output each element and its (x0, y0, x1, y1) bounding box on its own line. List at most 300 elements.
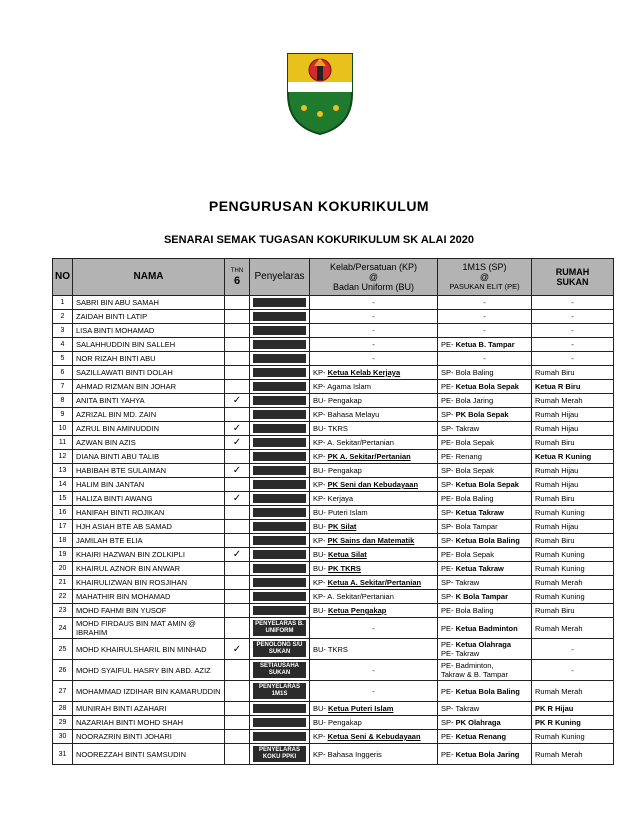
row-thn-check (225, 478, 250, 492)
row-kelab (310, 408, 438, 422)
row-no: 6 (53, 366, 73, 380)
row-name: HALIM BIN JANTAN (73, 478, 225, 492)
sukan-prefix: PE- (441, 340, 454, 349)
sukan-prefix: PE- (441, 749, 454, 759)
row-kelab (310, 604, 438, 618)
table-row (53, 681, 614, 702)
row-no: 10 (53, 422, 73, 436)
row-penyelaras (250, 296, 310, 310)
row-penyelaras (250, 520, 310, 534)
row-name: MUNIRAH BINTI AZAHARI (73, 702, 225, 716)
penyelaras-blank-bar (253, 536, 306, 545)
row-name: JAMILAH BTE ELIA (73, 534, 225, 548)
sukan-prefix: - (483, 326, 486, 335)
row-name: MOHD KHAIRULSHARIL BIN MINHAD (73, 639, 225, 660)
kelab-prefix: BU- (313, 396, 326, 405)
sukan-value: Bola Sepak (455, 550, 494, 559)
row-sukan (438, 324, 532, 338)
row-kelab (310, 660, 438, 681)
row-penyelaras (250, 730, 310, 744)
penyelaras-role-box: SETIAUSAHA SUKAN (253, 662, 306, 678)
row-name: HABIBAH BTE SULAIMAN (73, 464, 225, 478)
kelab-value: Pengakap (328, 466, 362, 475)
penyelaras-blank-bar (253, 704, 306, 713)
row-rumah: Rumah Merah (532, 576, 614, 590)
kelab-prefix: KP- (313, 592, 326, 601)
penyelaras-blank-bar (253, 466, 306, 475)
row-kelab (310, 296, 438, 310)
row-name: ANITA BINTI YAHYA (73, 394, 225, 408)
row-rumah: Rumah Biru (532, 604, 614, 618)
sukan-prefix: - (483, 298, 486, 307)
penyelaras-blank-bar (253, 354, 306, 363)
row-no: 23 (53, 604, 73, 618)
row-no: 13 (53, 464, 73, 478)
sukan-value-line2: PE- Takraw (441, 649, 480, 658)
row-penyelaras (250, 576, 310, 590)
row-kelab (310, 702, 438, 716)
sukan-value: Renang (455, 452, 482, 461)
row-kelab (310, 576, 438, 590)
row-no: 28 (53, 702, 73, 716)
row-penyelaras (250, 422, 310, 436)
row-kelab (310, 464, 438, 478)
row-rumah: - (532, 324, 614, 338)
penyelaras-blank-bar (253, 508, 306, 517)
row-penyelaras (250, 548, 310, 562)
header-kelab-line3: Badan Uniform (BU) (332, 282, 415, 292)
row-thn-check (225, 716, 250, 730)
row-name: NOOREZZAH BINTI SAMSUDIN (73, 744, 225, 765)
kelab-prefix: BU- (313, 718, 326, 727)
penyelaras-blank-bar (253, 438, 306, 447)
sukan-value: Bola Baling (455, 606, 494, 615)
row-kelab (310, 506, 438, 520)
row-rumah: Rumah Biru (532, 436, 614, 450)
table-row (53, 422, 614, 436)
kelab-value: PK TKRS (328, 564, 361, 573)
sukan-prefix: PE- (441, 686, 454, 696)
row-thn-check (225, 520, 250, 534)
row-thn-check (225, 310, 250, 324)
table-row (53, 576, 614, 590)
penyelaras-role-box: PENYELARAS 1M1S (253, 683, 306, 699)
row-penyelaras (250, 618, 310, 639)
kelab-value: A. Sekitar/Pertanian (327, 438, 394, 447)
row-rumah: - (532, 660, 614, 681)
sukan-prefix: SP- (441, 466, 454, 475)
penyelaras-blank-bar (253, 732, 306, 741)
row-rumah: Rumah Merah (532, 744, 614, 765)
kelab-prefix: KP- (313, 452, 326, 461)
row-rumah: Rumah Hijau (532, 408, 614, 422)
row-thn-check: ✓ (225, 436, 250, 450)
table-row (53, 450, 614, 464)
row-name: SABRI BIN ABU SAMAH (73, 296, 225, 310)
school-logo (280, 48, 360, 136)
sukan-value: Ketua Bola Jaring (455, 749, 520, 759)
row-kelab (310, 681, 438, 702)
row-penyelaras (250, 436, 310, 450)
kelab-value: Ketua Kelab Kerjaya (327, 368, 401, 377)
penyelaras-blank-bar (253, 452, 306, 461)
row-thn-check (225, 660, 250, 681)
row-name: MOHD FIRDAUS BIN MAT AMIN @ IBRAHIM (73, 618, 225, 639)
row-thn-check (225, 338, 250, 352)
row-sukan (438, 310, 532, 324)
sukan-prefix: SP- (441, 508, 454, 517)
row-no: 1 (53, 296, 73, 310)
kelab-prefix: BU- (313, 522, 326, 531)
row-kelab (310, 562, 438, 576)
row-penyelaras (250, 681, 310, 702)
kelab-prefix: KP- (313, 494, 326, 503)
penyelaras-blank-bar (253, 564, 306, 573)
row-thn-check (225, 352, 250, 366)
row-name: HANIFAH BINTI ROJIKAN (73, 506, 225, 520)
sukan-prefix: SP- (441, 424, 454, 433)
header-thn (225, 259, 250, 296)
row-penyelaras (250, 324, 310, 338)
penyelaras-role-box: PENYELARAS KOKU PPKI (253, 746, 306, 762)
table-row (53, 436, 614, 450)
kelab-prefix: BU- (313, 424, 326, 433)
row-rumah: - (532, 352, 614, 366)
row-thn-check (225, 590, 250, 604)
penyelaras-blank-bar (253, 480, 306, 489)
sukan-prefix: SP- (441, 480, 454, 489)
kelab-prefix: - (372, 354, 375, 363)
table-row (53, 520, 614, 534)
sukan-prefix: SP- (441, 704, 454, 713)
row-penyelaras (250, 408, 310, 422)
row-thn-check (225, 576, 250, 590)
kelab-value: Bahasa Inggeris (327, 749, 382, 759)
penyelaras-blank-bar (253, 368, 306, 377)
row-rumah: Rumah Hijau (532, 478, 614, 492)
row-rumah: Rumah Kuning (532, 506, 614, 520)
penyelaras-blank-bar (253, 396, 306, 405)
row-kelab (310, 730, 438, 744)
header-sukan-line2: @ (479, 272, 490, 282)
sukan-prefix: PE- (441, 452, 454, 461)
sukan-value: Ketua Takraw (455, 508, 504, 517)
row-kelab (310, 436, 438, 450)
row-thn-check: ✓ (225, 639, 250, 660)
row-no: 2 (53, 310, 73, 324)
sukan-prefix: PE- (441, 732, 454, 741)
kelab-prefix: BU- (313, 564, 326, 573)
row-sukan (438, 464, 532, 478)
row-penyelaras (250, 590, 310, 604)
kelab-prefix: - (372, 623, 375, 633)
sukan-value: Bola Tampar (455, 522, 498, 531)
kelab-prefix: KP- (313, 438, 326, 447)
sukan-prefix: PE- (441, 623, 454, 633)
penyelaras-blank-bar (253, 718, 306, 727)
penyelaras-blank-bar (253, 382, 306, 391)
row-thn-check: ✓ (225, 422, 250, 436)
row-name: AZRIZAL BIN MD. ZAIN (73, 408, 225, 422)
row-kelab (310, 744, 438, 765)
row-sukan (438, 576, 532, 590)
sukan-prefix: SP- (441, 718, 454, 727)
header-kelab (310, 259, 438, 296)
sukan-value: Ketua Takraw (455, 564, 504, 573)
table-row (53, 730, 614, 744)
row-penyelaras (250, 744, 310, 765)
row-kelab (310, 394, 438, 408)
kelab-prefix: KP- (313, 410, 326, 419)
sukan-prefix: SP- (441, 522, 454, 531)
sukan-prefix: PE- (441, 396, 454, 405)
sukan-prefix: SP- (441, 592, 454, 601)
kelab-value: Agama Islam (327, 382, 371, 391)
kelab-prefix: BU- (313, 466, 326, 475)
table-row (53, 534, 614, 548)
kelab-value: Puteri Islam (328, 508, 368, 517)
row-kelab (310, 534, 438, 548)
sukan-prefix: SP- (441, 536, 454, 545)
table-row (53, 604, 614, 618)
kelab-prefix: KP- (313, 368, 326, 377)
table-row (53, 464, 614, 478)
sukan-value: Takraw (455, 578, 480, 587)
row-thn-check (225, 506, 250, 520)
table-row (53, 296, 614, 310)
table-row (53, 394, 614, 408)
row-no: 22 (53, 590, 73, 604)
row-name: AHMAD RIZMAN BIN JOHAR (73, 380, 225, 394)
row-no: 30 (53, 730, 73, 744)
sukan-value: Takraw (455, 424, 480, 433)
sukan-value: Bola Baling (455, 494, 494, 503)
table-row (53, 310, 614, 324)
row-name: HJH ASIAH BTE AB SAMAD (73, 520, 225, 534)
kelab-value: PK Sains dan Matematik (327, 536, 415, 545)
row-rumah: Rumah Hijau (532, 520, 614, 534)
penyelaras-role-box: PENOLONG S/U SUKAN (253, 641, 306, 657)
row-rumah: Rumah Kuning (532, 548, 614, 562)
sukan-value: Ketua Badminton (455, 623, 518, 633)
row-sukan (438, 562, 532, 576)
header-sukan-line3: PASUKAN ELIT (PE) (449, 282, 520, 291)
table-row (53, 548, 614, 562)
kelab-prefix: - (372, 312, 375, 321)
row-rumah: Rumah Hijau (532, 464, 614, 478)
kelab-value: A. Sekitar/Pertanian (327, 592, 394, 601)
penyelaras-blank-bar (253, 340, 306, 349)
header-rumah (532, 259, 614, 296)
sukan-value: Badminton, (455, 661, 494, 670)
table-row (53, 716, 614, 730)
row-rumah: - (532, 296, 614, 310)
row-sukan (438, 506, 532, 520)
row-sukan (438, 492, 532, 506)
row-no: 20 (53, 562, 73, 576)
penyelaras-blank-bar (253, 424, 306, 433)
row-no: 14 (53, 478, 73, 492)
sukan-prefix: PE- (441, 661, 454, 670)
row-kelab (310, 639, 438, 660)
row-no: 29 (53, 716, 73, 730)
sukan-prefix: PE- (441, 494, 454, 503)
kelab-prefix: KP- (313, 480, 326, 489)
row-name: KHAIRUL AZNOR BIN ANWAR (73, 562, 225, 576)
kelab-prefix: - (372, 686, 375, 696)
row-kelab (310, 422, 438, 436)
kelab-prefix: - (372, 298, 375, 307)
penyelaras-blank-bar (253, 410, 306, 419)
sukan-value: Ketua Bola Baling (455, 536, 520, 545)
row-sukan (438, 660, 532, 681)
sukan-value: PK Olahraga (455, 718, 501, 727)
row-rumah: Ketua R Kuning (532, 450, 614, 464)
sukan-prefix: PE- (441, 438, 454, 447)
row-kelab (310, 618, 438, 639)
row-sukan (438, 681, 532, 702)
row-name: AZRUL BIN AMINUDDIN (73, 422, 225, 436)
row-rumah: PK R Hijau (532, 702, 614, 716)
duty-table (52, 258, 614, 765)
row-thn-check (225, 618, 250, 639)
header-thn-label: THN (230, 267, 244, 274)
row-sukan (438, 450, 532, 464)
row-rumah: - (532, 639, 614, 660)
row-no: 25 (53, 639, 73, 660)
row-thn-check (225, 380, 250, 394)
row-no: 19 (53, 548, 73, 562)
penyelaras-blank-bar (253, 326, 306, 335)
penyelaras-blank-bar (253, 592, 306, 601)
sukan-prefix: - (483, 354, 486, 363)
sukan-value: Ketua B. Tampar (455, 340, 515, 349)
kelab-prefix: KP- (313, 749, 326, 759)
row-no: 26 (53, 660, 73, 681)
sukan-value: Ketua Bola Sepak (455, 480, 519, 489)
row-penyelaras (250, 394, 310, 408)
row-sukan (438, 436, 532, 450)
sukan-value-line2: Takraw & B. Tampar (441, 670, 508, 679)
sukan-value: Bola Sepak (455, 438, 494, 447)
kelab-prefix: KP- (313, 382, 326, 391)
row-thn-check (225, 730, 250, 744)
row-no: 17 (53, 520, 73, 534)
kelab-value: Ketua Seni & Kebudayaan (327, 732, 421, 741)
row-rumah: Rumah Merah (532, 394, 614, 408)
row-rumah: Ketua R Biru (532, 380, 614, 394)
row-penyelaras (250, 660, 310, 681)
row-name: MOHAMMAD IZDIHAR BIN KAMARUDDIN (73, 681, 225, 702)
row-sukan (438, 548, 532, 562)
kelab-value: Bahasa Melayu (327, 410, 380, 419)
row-no: 16 (53, 506, 73, 520)
row-penyelaras (250, 450, 310, 464)
row-rumah: PK R Kuning (532, 716, 614, 730)
kelab-prefix: - (372, 340, 375, 349)
kelab-value: TKRS (327, 424, 348, 433)
row-name: NAZARIAH BINTI MOHD SHAH (73, 716, 225, 730)
row-kelab (310, 324, 438, 338)
row-sukan (438, 730, 532, 744)
sukan-value: Takraw (455, 704, 480, 713)
kelab-value: PK Silat (328, 522, 357, 531)
row-rumah: - (532, 310, 614, 324)
row-name: DIANA BINTI ABU TALIB (73, 450, 225, 464)
kelab-prefix: - (372, 665, 375, 675)
row-thn-check: ✓ (225, 492, 250, 506)
sukan-prefix: PE- (441, 564, 454, 573)
row-kelab (310, 548, 438, 562)
table-row (53, 380, 614, 394)
row-penyelaras (250, 464, 310, 478)
table-row (53, 324, 614, 338)
row-name: SAZILLAWATI BINTI DOLAH (73, 366, 225, 380)
sukan-prefix: - (483, 312, 486, 321)
row-penyelaras (250, 534, 310, 548)
table-row (53, 506, 614, 520)
penyelaras-blank-bar (253, 494, 306, 503)
table-row (53, 639, 614, 660)
kelab-value: Ketua Puteri Islam (328, 704, 394, 713)
table-row (53, 478, 614, 492)
kelab-prefix: BU- (313, 704, 326, 713)
row-rumah: Rumah Biru (532, 492, 614, 506)
kelab-prefix: - (372, 326, 375, 335)
penyelaras-blank-bar (253, 606, 306, 615)
kelab-value: Kerjaya (327, 494, 354, 503)
kelab-value: Ketua Pengakap (328, 606, 387, 615)
row-name: KHAIRULIZWAN BIN ROSJIHAN (73, 576, 225, 590)
row-thn-check: ✓ (225, 464, 250, 478)
page-subtitle: SENARAI SEMAK TUGASAN KOKURIKULUM SK ALAI 2020 (163, 234, 475, 246)
table-row (53, 492, 614, 506)
row-name: HALIZA BINTI AWANG (73, 492, 225, 506)
row-sukan (438, 590, 532, 604)
kelab-prefix: BU- (313, 606, 326, 615)
row-kelab (310, 450, 438, 464)
header-penyelaras: Penyelaras (250, 259, 310, 296)
row-sukan (438, 380, 532, 394)
row-penyelaras (250, 352, 310, 366)
row-thn-check (225, 744, 250, 765)
row-thn-check (225, 296, 250, 310)
row-kelab (310, 492, 438, 506)
penyelaras-blank-bar (253, 298, 306, 307)
row-rumah: Rumah Hijau (532, 422, 614, 436)
row-penyelaras (250, 639, 310, 660)
table-row (53, 352, 614, 366)
row-thn-check (225, 562, 250, 576)
row-thn-check: ✓ (225, 548, 250, 562)
sukan-value: Ketua Renang (455, 732, 507, 741)
table-row (53, 562, 614, 576)
row-penyelaras (250, 380, 310, 394)
row-rumah: Rumah Kuning (532, 590, 614, 604)
row-no: 7 (53, 380, 73, 394)
header-rumah-line2: SUKAN (556, 277, 589, 287)
sukan-prefix: SP- (441, 578, 454, 587)
row-sukan (438, 408, 532, 422)
sukan-prefix: SP- (441, 368, 454, 377)
row-thn-check (225, 450, 250, 464)
row-name: NOR RIZAH BINTI ABU (73, 352, 225, 366)
row-no: 12 (53, 450, 73, 464)
row-penyelaras (250, 478, 310, 492)
row-sukan (438, 618, 532, 639)
row-rumah: Rumah Biru (532, 534, 614, 548)
kelab-prefix: KP- (313, 578, 326, 587)
